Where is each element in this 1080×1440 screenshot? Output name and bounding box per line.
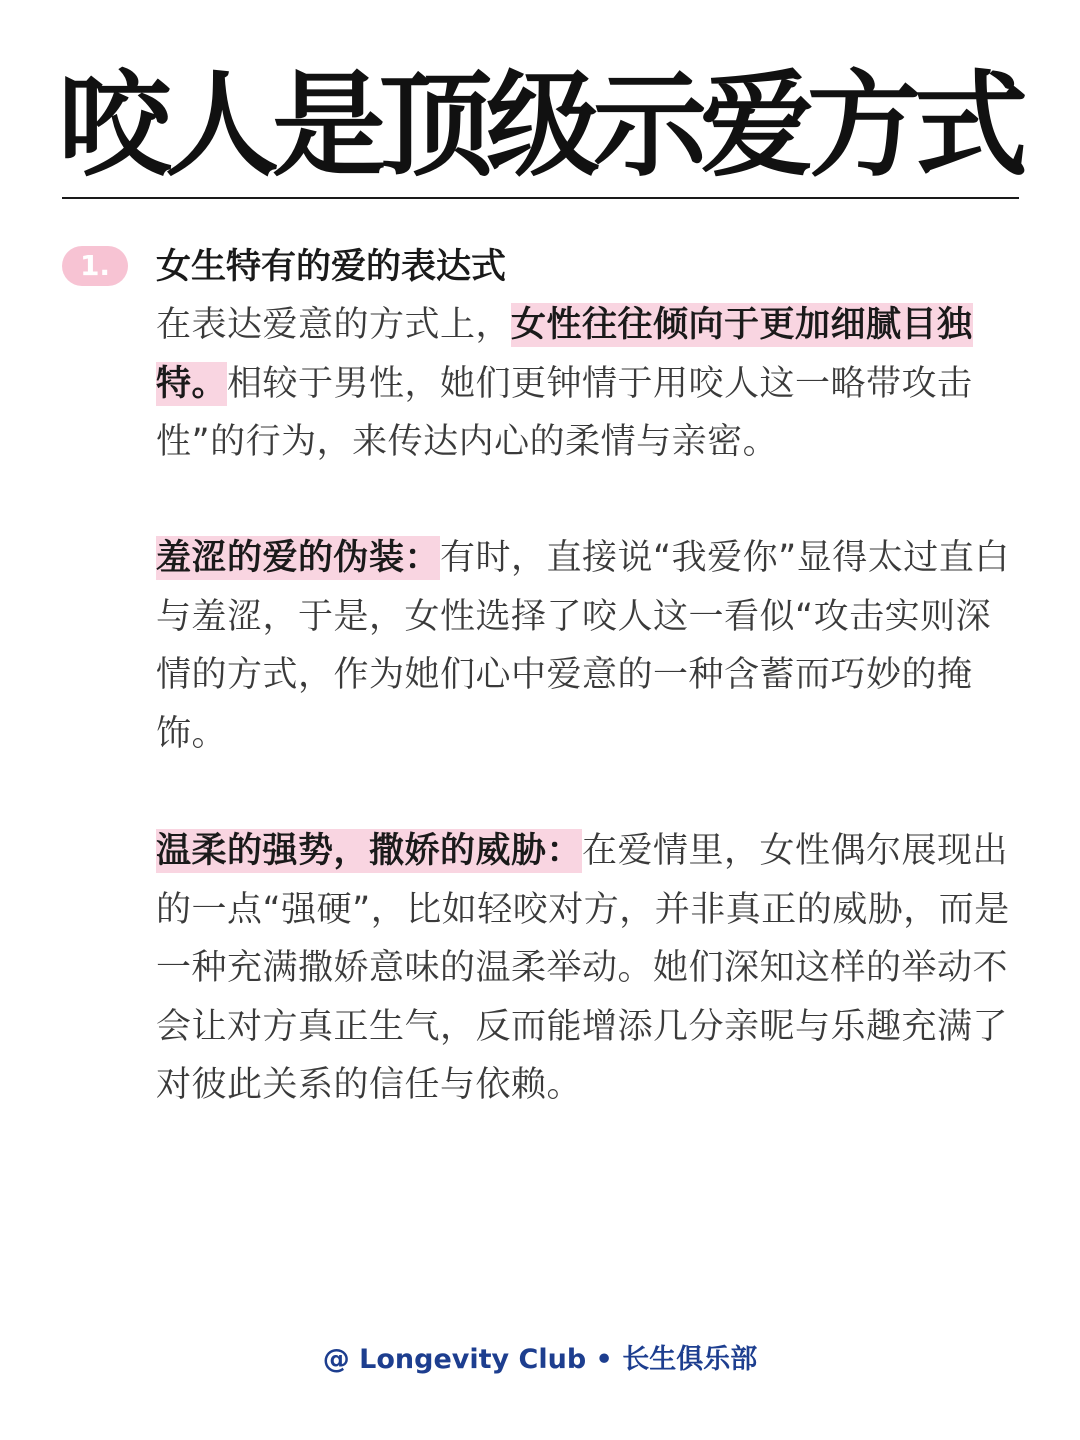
- title-divider: [62, 197, 1019, 199]
- paragraph-1-lead: 在表达爱意的方式上，: [156, 305, 512, 345]
- paragraph-3-highlight: 温柔的强势，撒娇的威胁：: [156, 831, 583, 871]
- section-number-badge: 1.: [62, 246, 128, 286]
- paragraph-1-highlight: 女性往往倾向于更加细腻目独特。: [156, 305, 973, 404]
- paragraph-1-text: 相较于男性，她们更钟情于用咬人这一略带攻击性”的行为，来传达内心的柔情与亲密。: [156, 363, 973, 462]
- paragraph-2-text: 有时，直接说“我爱你”显得太过直白与羞涩，于是，女性选择了咬人这一看似“攻击实则深情的方式，作为她们心中爱意的一种含蓄而巧妙的掩饰。: [156, 538, 1010, 754]
- page-title: 咬人是顶级示爱方式: [58, 59, 1022, 192]
- footer-credit: @ Longevity Club • 长生俱乐部: [322, 1344, 758, 1375]
- paragraph-3-text: 在爱情里，女性偶尔展现出的一点“强硬”，比如轻咬对方，并非真正的威胁，而是一种充满撒娇意味的温柔举动。她们深知这样的举动不会让对方真正生气，反而能增添几分亲昵与乐趣充满了对彼此关系的信任与依赖。: [156, 831, 1010, 1105]
- paragraph-2-highlight: 羞涩的爱的伪装：: [156, 538, 441, 578]
- paragraph-2: [156, 529, 1026, 763]
- paragraph-3: [156, 822, 1026, 1115]
- paragraph-1: [156, 296, 1026, 472]
- section-heading: 女生特有的爱的表达式: [156, 247, 507, 287]
